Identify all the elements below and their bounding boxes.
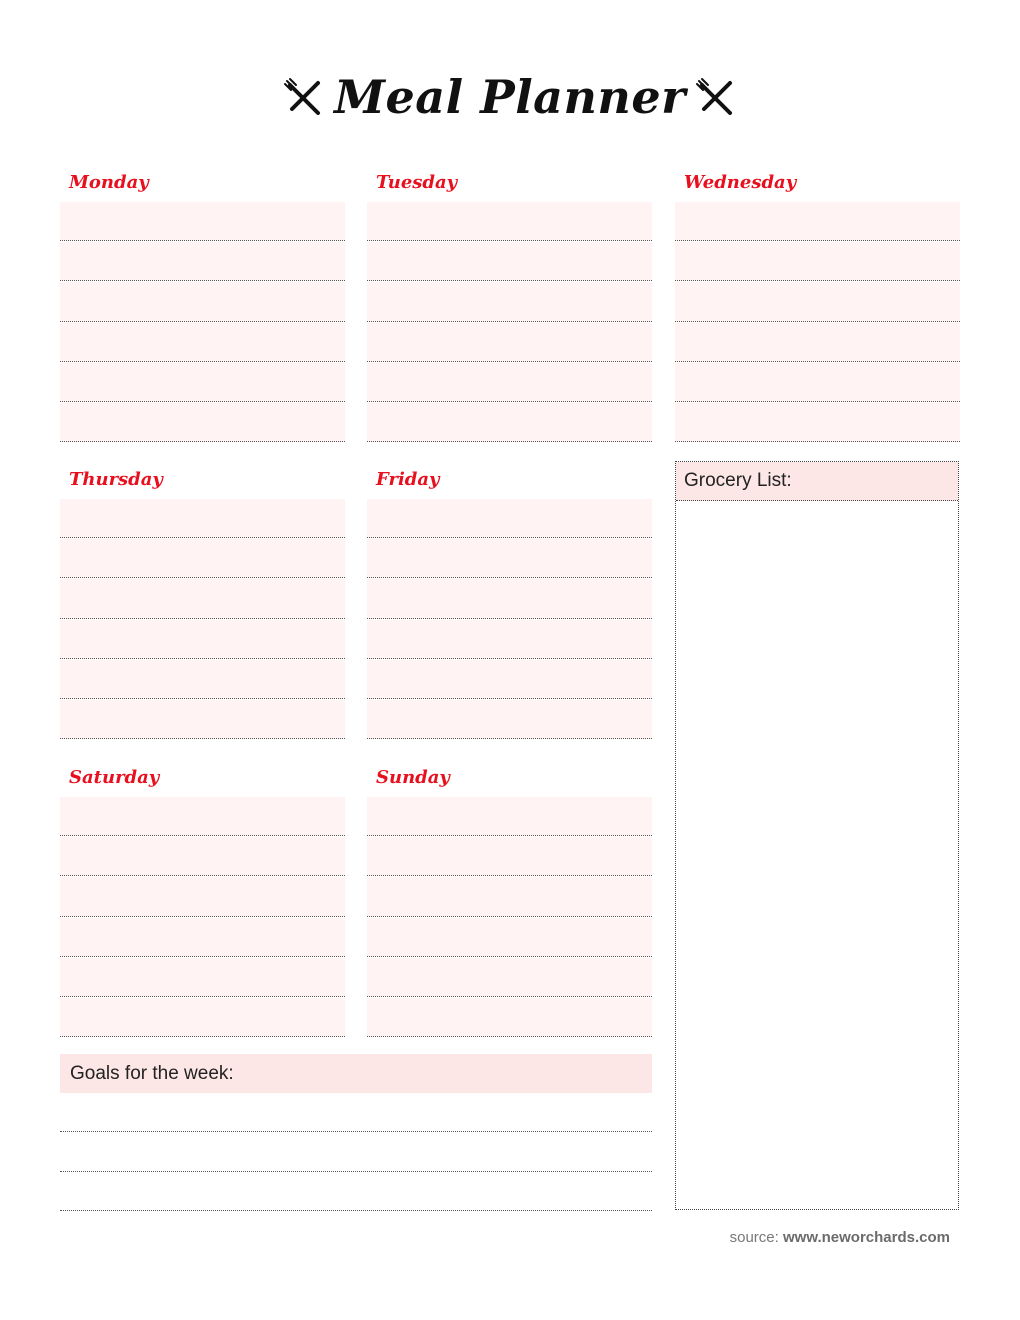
- writing-line[interactable]: [675, 242, 960, 281]
- day-label-monday: Monday: [69, 172, 149, 193]
- writing-line[interactable]: [675, 323, 960, 362]
- writing-line[interactable]: [60, 242, 345, 281]
- writing-line[interactable]: [367, 620, 652, 659]
- writing-line[interactable]: [675, 282, 960, 321]
- writing-line[interactable]: [367, 877, 652, 916]
- writing-line[interactable]: [60, 539, 345, 578]
- writing-line[interactable]: [367, 363, 652, 402]
- writing-line[interactable]: [367, 323, 652, 362]
- writing-line[interactable]: [367, 539, 652, 578]
- writing-line[interactable]: [675, 363, 960, 402]
- day-label-wednesday: Wednesday: [684, 172, 797, 193]
- writing-line[interactable]: [60, 797, 345, 836]
- writing-line[interactable]: [60, 1172, 652, 1211]
- writing-line[interactable]: [367, 202, 652, 241]
- writing-line[interactable]: [60, 1132, 652, 1171]
- writing-line[interactable]: [367, 660, 652, 699]
- day-lines: [60, 499, 345, 740]
- goals-lines: [60, 1093, 652, 1211]
- writing-line[interactable]: [367, 700, 652, 739]
- writing-line[interactable]: [367, 998, 652, 1037]
- page-title-row: [0, 62, 1020, 132]
- writing-line[interactable]: [367, 242, 652, 281]
- source-url: www.neworchards.com: [783, 1229, 950, 1246]
- day-label-thursday: Thursday: [69, 469, 163, 490]
- writing-line[interactable]: [60, 579, 345, 618]
- writing-line[interactable]: [60, 282, 345, 321]
- day-lines: [367, 499, 652, 740]
- writing-line[interactable]: [675, 202, 960, 241]
- day-lines: [60, 202, 345, 443]
- day-label-friday: Friday: [376, 469, 440, 490]
- source-credit: [730, 1229, 950, 1246]
- writing-line[interactable]: [60, 660, 345, 699]
- writing-line[interactable]: [675, 403, 960, 442]
- writing-line[interactable]: [60, 620, 345, 659]
- goals-heading: Goals for the week:: [60, 1054, 652, 1093]
- writing-line[interactable]: [60, 363, 345, 402]
- writing-line[interactable]: [367, 837, 652, 876]
- day-lines: [60, 797, 345, 1038]
- day-label-saturday: Saturday: [69, 767, 160, 788]
- grocery-list-box[interactable]: [675, 461, 959, 1210]
- source-prefix: source:: [729, 1229, 779, 1246]
- writing-line[interactable]: [367, 958, 652, 997]
- day-label-sunday: Sunday: [376, 767, 450, 788]
- writing-line[interactable]: [60, 202, 345, 241]
- writing-line[interactable]: [367, 918, 652, 957]
- fork-knife-icon: [696, 77, 736, 117]
- writing-line[interactable]: [60, 323, 345, 362]
- writing-line[interactable]: [60, 877, 345, 916]
- grocery-list-heading: Grocery List:: [676, 462, 958, 501]
- writing-line[interactable]: [60, 700, 345, 739]
- day-label-tuesday: Tuesday: [376, 172, 458, 193]
- writing-line[interactable]: [60, 403, 345, 442]
- writing-line[interactable]: [367, 282, 652, 321]
- writing-line[interactable]: [60, 837, 345, 876]
- writing-line[interactable]: [367, 797, 652, 836]
- writing-line[interactable]: [60, 918, 345, 957]
- day-lines: [367, 797, 652, 1038]
- writing-line[interactable]: [367, 403, 652, 442]
- day-lines: [675, 202, 960, 443]
- day-lines: [367, 202, 652, 443]
- writing-line[interactable]: [60, 998, 345, 1037]
- writing-line[interactable]: [367, 499, 652, 538]
- page-title: Meal Planner: [334, 70, 686, 124]
- writing-line[interactable]: [60, 499, 345, 538]
- writing-line[interactable]: [60, 1093, 652, 1132]
- fork-knife-icon: [284, 77, 324, 117]
- writing-line[interactable]: [60, 958, 345, 997]
- writing-line[interactable]: [367, 579, 652, 618]
